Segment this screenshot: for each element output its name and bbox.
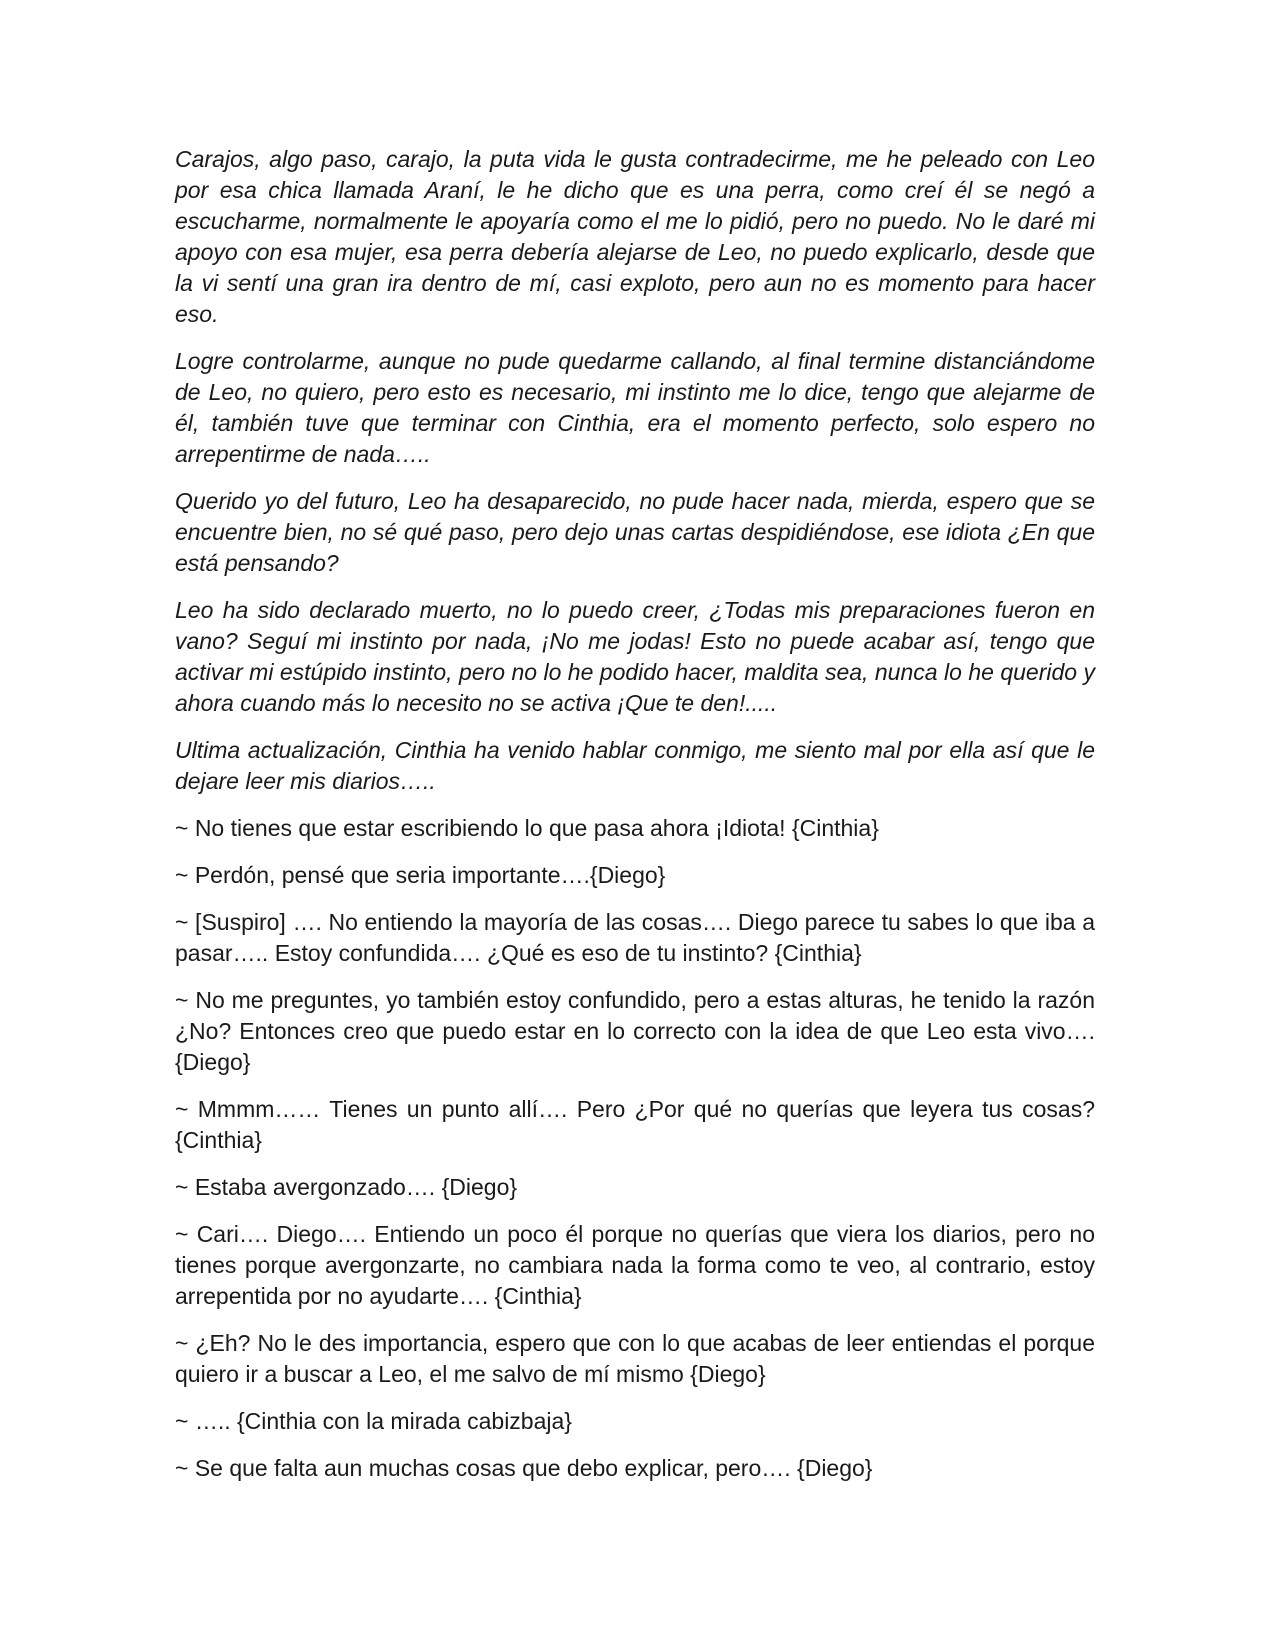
dialogue-line: ~ No tienes que estar escribiendo lo que pasa ahora ¡Idiota! {Cinthia} (175, 815, 879, 841)
narrative-paragraph: Logre controlarme, aunque no pude quedarme callando, al final termine distanciándome de Leo, no quiero, pero esto es necesario, mi instinto me lo dice, tengo que alejarme de él, también tuve que terminar con Cinthia, era el momento perfecto, solo espero no arrepentirme de nada….. (175, 348, 1095, 467)
dialogue-line: ~ Estaba avergonzado…. {Diego} (175, 1174, 518, 1200)
dialogue-line: ~ Se que falta aun muchas cosas que debo explicar, pero…. {Diego} (175, 1455, 873, 1481)
narrative-paragraph: Leo ha sido declarado muerto, no lo puedo creer, ¿Todas mis preparaciones fueron en vano? Seguí mi instinto por nada, ¡No me jodas! Esto no puede acabar así, tengo que activar mi estúpido instinto, pero no lo he podido hacer, maldita sea, nunca lo he querido y ahora cuando más lo necesito no se activa ¡Que te den!..... (175, 597, 1095, 716)
dialogue-line: ~ ….. {Cinthia con la mirada cabizbaja} (175, 1408, 572, 1434)
narrative-paragraph: Carajos, algo paso, carajo, la puta vida le gusta contradecirme, me he peleado con Leo por esa chica llamada Araní, le he dicho que es una perra, como creí él se negó a escucharme, normalmente le apoyaría como el me lo pidió, pero no puedo. No le daré mi apoyo con esa mujer, esa perra debería alejarse de Leo, no puedo explicarlo, desde que la vi sentí una gran ira dentro de mí, casi exploto, pero aun no es momento para hacer eso. (175, 146, 1095, 327)
dialogue-line: ~ ¿Eh? No le des importancia, espero que con lo que acabas de leer entiendas el porque quiero ir a buscar a Leo, el me salvo de mí mismo {Diego} (175, 1330, 1095, 1387)
dialogue-line: ~ Cari…. Diego…. Entiendo un poco él porque no querías que viera los diarios, pero no tienes porque avergonzarte, no cambiara nada la forma como te veo, al contrario, estoy arrepentida por no ayudarte…. {Cinthia} (175, 1221, 1095, 1309)
narrative-paragraph: Ultima actualización, Cinthia ha venido hablar conmigo, me siento mal por ella así que le dejare leer mis diarios….. (175, 737, 1095, 794)
dialogue-line: ~ Perdón, pensé que seria importante….{Diego} (175, 862, 666, 888)
dialogue-line: ~ No me preguntes, yo también estoy confundido, pero a estas alturas, he tenido la razón ¿No? Entonces creo que puedo estar en lo correcto con la idea de que Leo esta vivo…. {Diego} (175, 987, 1095, 1075)
narrative-paragraph: Querido yo del futuro, Leo ha desaparecido, no pude hacer nada, mierda, espero que se encuentre bien, no sé qué paso, pero dejo unas cartas despidiéndose, ese idiota ¿En que está pensando? (175, 488, 1095, 576)
dialogue-line: ~ [Suspiro] …. No entiendo la mayoría de las cosas…. Diego parece tu sabes lo que iba a pasar….. Estoy confundida…. ¿Qué es eso de tu instinto? {Cinthia} (175, 909, 1095, 966)
document-page (175, 144, 1095, 1500)
dialogue-line: ~ Mmmm…… Tienes un punto allí…. Pero ¿Por qué no querías que leyera tus cosas? {Cinthia} (175, 1096, 1095, 1153)
